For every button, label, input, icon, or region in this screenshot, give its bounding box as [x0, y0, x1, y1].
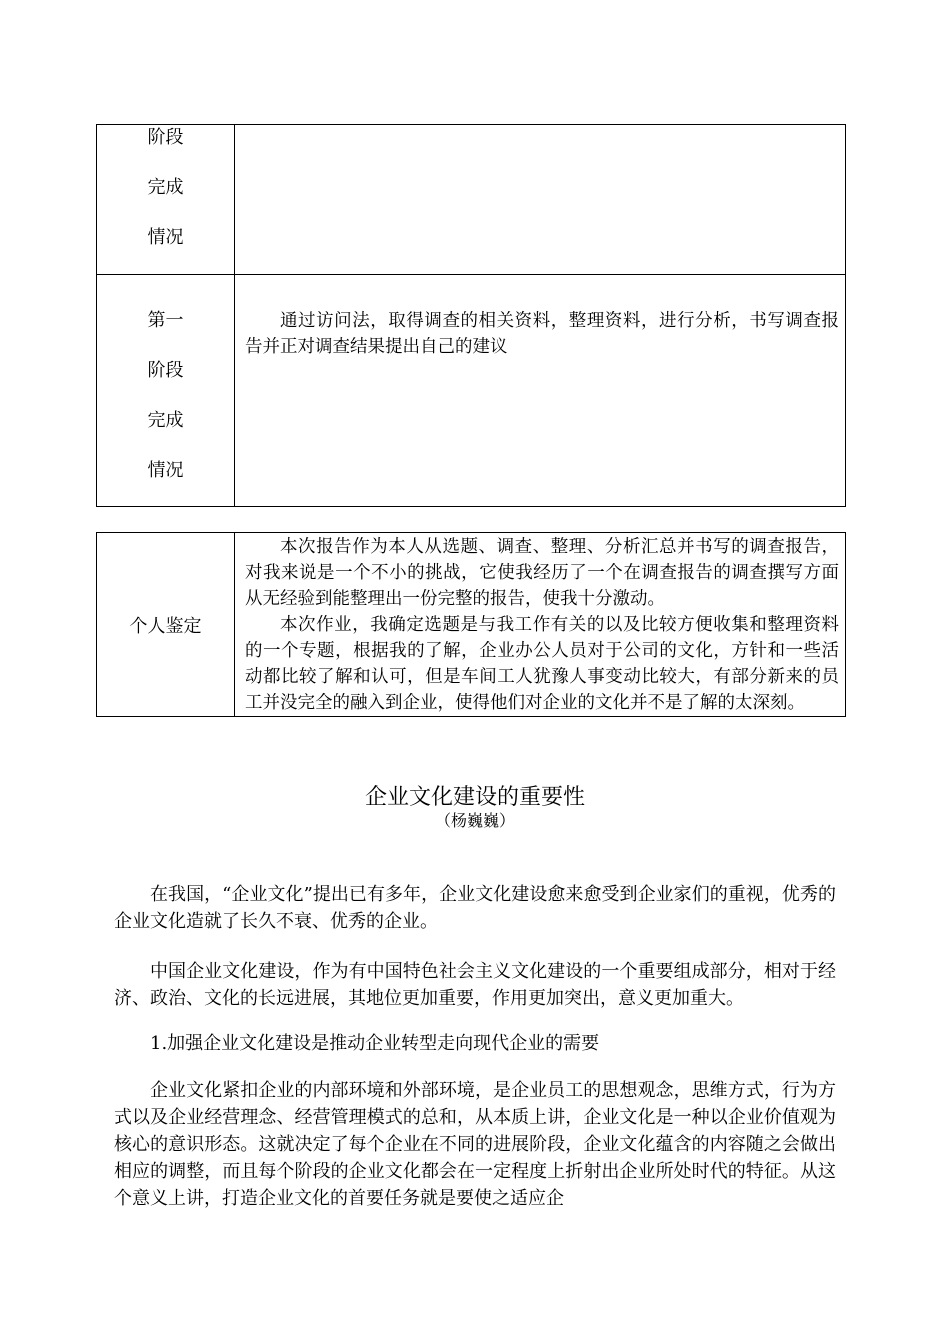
article-author: （杨巍巍）: [434, 811, 515, 830]
stage-label-cell: [97, 275, 235, 507]
table-row: [97, 125, 846, 275]
article-paragraph: 在我国，“企业文化”提出已有多年，企业文化建设愈来愈受到企业家们的重视，优秀的企业文化造就了长久不衰、优秀的企业。: [114, 884, 836, 932]
stage-label-line: 完成: [147, 177, 184, 198]
stage-label-line: 情况: [147, 227, 184, 248]
stage-content-text: 通过访问法，取得调查的相关资料，整理资料，进行分析，书写调查报告并正对调查结果提出自己的建议: [245, 311, 839, 357]
article-title: 企业文化建设的重要性: [364, 785, 585, 810]
stage-label-line: 情况: [147, 460, 184, 481]
personal-evaluation-table: [96, 532, 846, 717]
stage-completion-table: [96, 124, 846, 507]
article-section-heading: 1.加强企业文化建设是推动企业转型走向现代企业的需要: [150, 1033, 600, 1054]
stage-label-line: 阶段: [147, 360, 184, 381]
personal-evaluation-content: [235, 533, 846, 717]
personal-evaluation-label: 个人鉴定: [97, 533, 235, 717]
stage-content-cell: [235, 125, 846, 275]
table-row: [97, 533, 846, 717]
stage-label-line: 阶段: [147, 127, 184, 148]
stage-label-line: 第一: [147, 310, 184, 331]
stage-label-line: 完成: [147, 410, 184, 431]
article-paragraph: 企业文化紧扣企业的内部环境和外部环境，是企业员工的思想观念，思维方式，行为方式以及企业经营理念、经营管理模式的总和，从本质上讲，企业文化是一种以企业价值观为核心的意识形态。这就决定了每个企业在不同的进展阶段，企业文化蕴含的内容随之会做出相应的调整，而且每个阶段的企业文化都会在一定程度上折射出企业所处时代的特征。从这个意义上讲，打造企业文化的首要任务就是要使之适应企: [114, 1080, 836, 1209]
table-row: [97, 275, 846, 507]
article-paragraph: 中国企业文化建设，作为有中国特色社会主义文化建设的一个重要组成部分，相对于经济、政治、文化的长远进展，其地位更加重要，作用更加突出，意义更加重大。: [114, 961, 836, 1009]
stage-label-cell: [97, 125, 235, 275]
evaluation-paragraph: 本次报告作为本人从选题、调查、整理、分析汇总并书写的调查报告，对我来说是一个不小的挑战，它使我经历了一个在调查报告的调查撰写方面从无经验到能整理出一份完整的报告，使我十分激动。: [245, 537, 839, 609]
evaluation-paragraph: 本次作业，我确定选题是与我工作有关的以及比较方便收集和整理资料的一个专题，根据我的了解，企业办公人员对于公司的文化，方针和一些活动都比较了解和认可，但是车间工人犹豫人事变动比较大，有部分新来的员工并没完全的融入到企业，使得他们对企业的文化并不是了解的太深刻。: [245, 615, 839, 713]
stage-content-cell: [235, 275, 846, 507]
